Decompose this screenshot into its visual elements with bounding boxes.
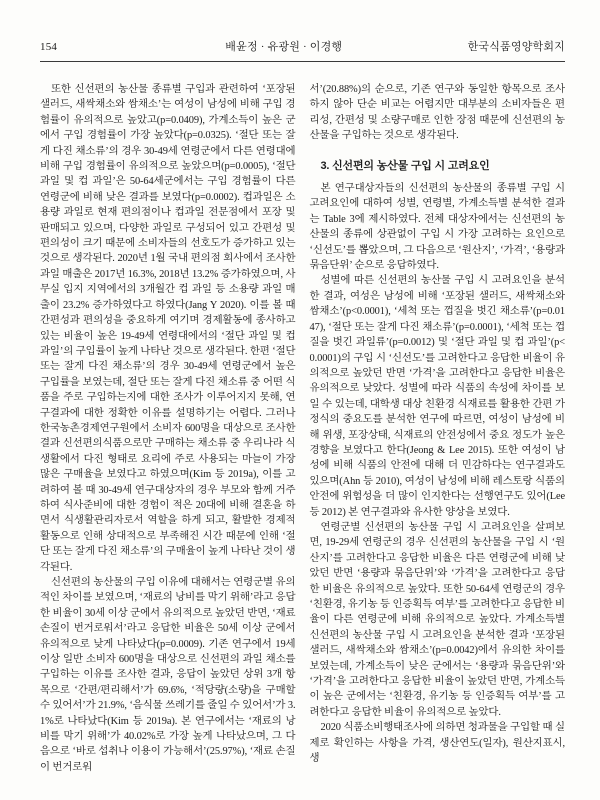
body-paragraph: 2020 식품소비행태조사에 의하면 청과물을 구입할 때 실제로 확인하는 사항을 가격, 생산연도(일자), 원산지표시, 생 xyxy=(309,722,565,765)
section-heading: 3. 신선편의 농산물 구입 시 고려요인 xyxy=(320,159,490,172)
author-names: 배윤정 · 유광원 · 이경행 xyxy=(225,41,343,53)
body-paragraph: 성별에 따른 신선편의 농산물 구입 시 고려요인을 분석한 결과, 여성은 남성에 비해 ‘포장된 샐러드, 새싹채소와 쌈채소’(p<0.0001), ‘세척 또는 껍질을 벗긴 채소류’(p=0.0147), ‘절단 또는 잘게 다진 채소류’(p=0.0001), ‘세척 또는 껍질을 벗긴 과일류’(p=0.0012) 및 ‘절단 과일 및 컵 과일’(p<0.0001)의 구입 시 ‘신선도’를 고려한다고 응답한 비율이 유의적으로 높았던 반면 ‘가격’을 고려한다고 응답한 비율은 유의적으로 낮았다. 성별에 따라 식품의 속성에 차이를 보일 수 있는데, 대학생 대상 친환경 식재료를 활용한 간편 가정식의 중요도를 분석한 연구에 따르면, 여성이 남성에 비해 위생, 포장상태, 식재료의 안전성에서 중요 정도가 높은 경향을 보였다고 한다(Jeong & Lee 2015). 또한 여성이 남성에 비해 식품의 안전에 대해 더 민감하다는 연구결과도 있으며(Ahn 등 2010), 여성이 남성에 비해 레스토랑 식품의 안전에 위험성을 더 많이 인지한다는 선행연구도 있어(Lee 등 2012) 본 연구결과와 유사한 양상을 보였다. xyxy=(309,275,565,518)
page-number: 154 xyxy=(40,41,58,53)
body-paragraph: 연령군별 신선편의 농산물 구입 시 고려요인을 살펴보면, 19-29세 연령군의 경우 신선편의 농산물을 구입 시 ‘원산지’를 고려한다고 응답한 비율은 다른 연령군에 비해 낮았던 반면 ‘용량과 묶음단위’와 ‘가격’을 고려한다고 응답한 비율은 유의적으로 높았다. 또한 50-64세 연령군의 경우 ‘친환경, 유기농 등 인증획득 여부’를 고려한다고 응답한 비율이 다른 연령군에 비해 유의적으로 높았다. 가계소득별 신선편의 농산물 구입 시 고려요인을 분석한 결과 ‘포장된 샐러드, 새싹채소와 쌈채소’(p=0.0042)에서 유의한 차이를 보였는데, 가계소득이 낮은 군에서는 ‘용량과 묶음단위’와 ‘가격’을 고려한다고 응답한 비율이 높았던 반면, 가계소득이 높은 군에서는 ‘친환경, 유기농 등 인증획득 여부’를 고려한다고 응답한 비율이 유의적으로 높았다. xyxy=(309,521,565,718)
body-paragraph-continuation: 서’(20.88%)의 순으로, 기존 연구와 동일한 항목으로 조사하지 않아 단순 비교는 어렵지만 대부분의 소비자들은 편리성, 간편성 및 소량구매로 인한 장점 때문에 신선편의 농산물을 구입하는 것으로 생각된다. xyxy=(309,84,565,142)
body-paragraph: 또한 신선편의 농산물 종류별 구입과 관련하여 ‘포장된 샐러드, 새싹채소와 쌈채소’는 여성이 남성에 비해 구입 경험률이 유의적으로 높았고(p=0.0409), 가계소득이 높은 군에서 구입 경험률이 가장 높았다(p=0.0325). ‘절단 또는 잘게 다진 채소류’의 경우 30-49세 연령군에서 다른 연령대에 비해 구입 경험률이 유의적으로 높았으며(p=0.0005), ‘절단 과일 및 컵 과일’은 50-64세군에서는 구입 경험률이 다른 연령군에 비해 낮은 결과를 보였다(p=0.0002). 컵과일은 소용량 과일로 현재 편의점이나 컵과일 전문점에서 포장 및 판매되고 있으며, 다양한 과일로 구성되어 있고 간편성 및 편의성이 크기 때문에 소비자들의 선호도가 증가하고 있는 것으로 생각된다. 2020년 1월 국내 편의점 회사에서 조사한 과일 매출은 2017년 16.3%, 2018년 13.2% 증가하였으며, 사무실 입지 지역에서의 3개월간 컵 과일 등 소용량 과일 매출이 23.2% 증가하였다고 하였다(Jang Y 2020). 이를 볼 때 간편성과 편의성을 중요하게 여기며 경제활동에 종사하고 있는 비율이 높은 19-49세 연령대에서의 ‘절단 과일 및 컵 과일’의 구입률이 높게 나타난 것으로 생각된다. 한편 ‘절단 또는 잘게 다진 채소류’의 경우 30-49세 연령군에서 높은 구입률을 보였는데, 절단 또는 잘게 다진 채소류 중 어떤 식품을 주로 구입하는지에 대한 조사가 이루어지지 못해, 연구결과에 대한 정확한 이유를 설명하기는 어렵다. 그러나 한국농촌경제연구원에서 소비자 600명을 대상으로 조사한 결과 신선편의식품으로만 구매하는 채소류 중 우리나라 식생활에서 다진 형태로 요리에 주로 사용되는 마늘이 가장 많은 구매율을 보였다고 하였으며(Kim 등 2019a), 이를 고려하여 볼 때 30-49세 연구대상자의 경우 부모와 함께 거주하여 식사준비에 대한 경험이 적은 20대에 비해 결혼을 하면서 식생활관리자로서 역할을 하게 되고, 활발한 경제적 활동으로 인해 상대적으로 부족해진 시간 때문에 인해 ‘절단 또는 잘게 다진 채소류’의 구매율이 높게 나타난 것이 생각된다. xyxy=(40,84,296,573)
right-column xyxy=(310,82,566,775)
article-body xyxy=(40,82,565,775)
body-paragraph: 신선편의 농산물의 구입 이유에 대해서는 연령군별 유의적인 차이를 보였으며, ‘재료의 낭비를 막기 위해’라고 응답한 비율이 30세 이상 군에서 유의적으로 높았던 반면, ‘재료 손질이 번거로워서’라고 응답한 비율은 50세 이상 군에서 유의적으로 낮게 나타났다(p=0.0009). 기존 연구에서 19세 이상 일반 소비자 600명을 대상으로 신선편의 과일 채소를 구입하는 이유를 조사한 결과, 응답이 높았던 상위 3개 항목으로 ‘간편/편리해서’가 69.6%, ‘적당량(소량)을 구매할 수 있어서’가 21.9%, ‘음식물 쓰레기를 줄일 수 있어서’가 3.1%로 나타났다(Kim 등 2019a). 본 연구에서는 ‘재료의 낭비를 막기 위해’가 40.02%로 가장 높게 나타났으며, 그 다음으로 ‘바로 섭취나 이용이 가능해서’(25.97%), ‘재료 손질이 번거로워 xyxy=(40,577,296,773)
left-column xyxy=(40,82,296,775)
page-header xyxy=(40,38,565,54)
journal-title: 한국식품영양학회지 xyxy=(467,41,565,53)
header-rule xyxy=(40,61,565,62)
body-paragraph: 본 연구대상자들의 신선편의 농산물의 종류별 구입 시 고려요인에 대하여 성별, 연령별, 가계소득별 분석한 결과는 Table 3에 제시하였다. 전체 대상자에서는 신선편의 농산물의 종류에 상관없이 구입 시 가장 고려하는 요인으로 ‘신선도’를 뽑았으며, 그 다음으로 ‘원산지’, ‘가격’, ‘용량과 묶음단위’ 순으로 응답하였다. xyxy=(309,183,565,272)
